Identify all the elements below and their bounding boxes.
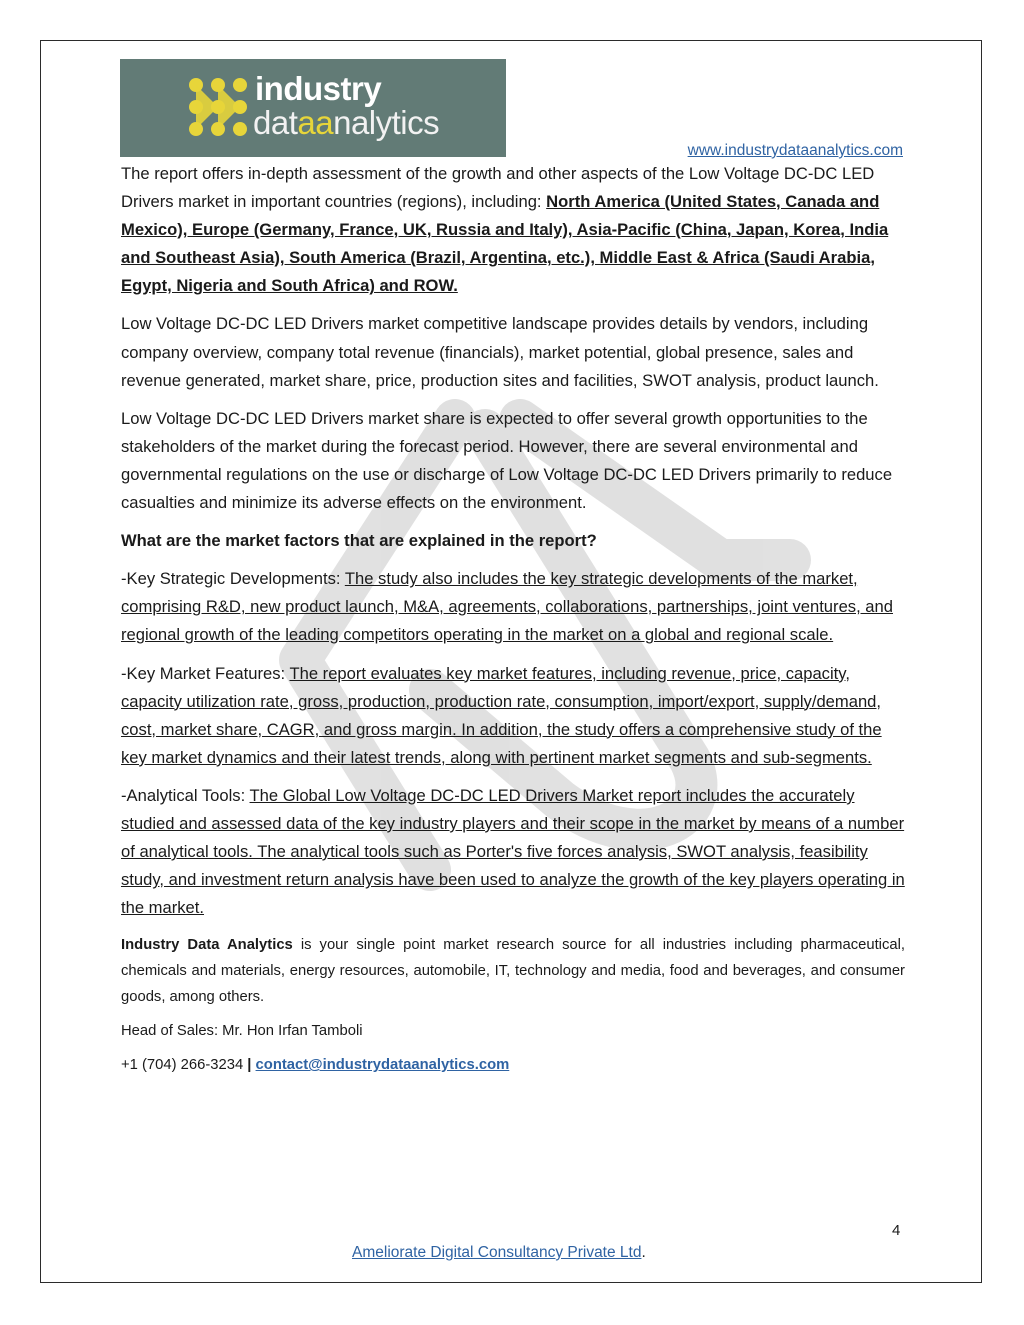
regions-list: North America (United States, Canada and Mexico), Europe (Germany, France, UK, Russia and Italy), Asia-Pacific (China, Japan, Korea, India and Southeast Asia), South America (Brazil, Argentina, etc.), Middle East & Africa (Saudi Arabia, Egypt, Nigeria and South Africa) and ROW.	[121, 192, 889, 296]
footer-period: .	[641, 1244, 646, 1261]
separator: |	[247, 1057, 252, 1074]
about-text: is your single point market research source for all industries including pharmaceutical, chemicals and materials, energy resources, automobile, IT, technology and media, food and beverages, and consumer goods, among others.	[121, 937, 905, 1006]
contact-section	[121, 932, 905, 1078]
about-paragraph	[121, 932, 905, 1010]
dots-logo-icon	[188, 77, 248, 137]
page-number: 4	[892, 1222, 901, 1239]
factor-text: The Global Low Voltage DC-DC LED Drivers Market report includes the accurately studied and assessed data of the key industry players and their scope in the market by means of a number of analytical tools. The analytical tools such as Porter's five forces analysis, SWOT analysis, feasibility study, and investment return analysis have been used to analyze the growth of the key players operating in the market.	[121, 785, 905, 918]
phone-number: +1 (704) 266-3234	[121, 1057, 248, 1074]
company-link[interactable]: Ameliorate Digital Consultancy Private Ltd	[352, 1244, 642, 1261]
email-link[interactable]: contact@industrydataanalytics.com	[255, 1057, 510, 1074]
market-share-paragraph: Low Voltage DC-DC LED Drivers market share is expected to offer several growth opportunities to the stakeholders of the market during the forecast period. However, there are several environmental and governmental regulations on the use or discharge of Low Voltage DC-DC LED Drivers primarily to reduce casualties and minimize its adverse effects on the environment.	[121, 408, 893, 513]
about-company-name: Industry Data Analytics	[121, 937, 293, 954]
factor-text: The study also includes the key strategic developments of the market, comprising R&D, new product launch, M&A, agreements, collaborations, partnerships, joint ventures, and regional growth of the leading competitors operating in the market on a global and regional scale.	[121, 569, 893, 645]
regions-paragraph	[121, 160, 905, 300]
logo-word-part: nalytics	[333, 104, 440, 141]
contact-line	[121, 1052, 905, 1078]
competitive-landscape-paragraph: Low Voltage DC-DC LED Drivers market competitive landscape provides details by vendors, including company overview, company total revenue (financials), market potential, global presence, sales and revenue generated, market share, price, production sites and facilities, SWOT analysis, product launch.	[121, 314, 879, 390]
factor-label: -Analytical Tools:	[121, 785, 250, 805]
factor-text: The report evaluates key market features, including revenue, price, capacity, capacity utilization rate, gross, production, production rate, consumption, import/export, supply/demand, cost, market share, CAGR, and gross margin. In addition, the study offers a comprehensive study of the key market dynamics and their latest trends, along with pertinent market segments and sub-segments.	[121, 663, 882, 767]
factor-analytical-tools	[121, 782, 905, 922]
head-of-sales: Head of Sales: Mr. Hon Irfan Tamboli	[121, 1023, 363, 1040]
document-body	[121, 160, 905, 1086]
website-link[interactable]: www.industrydataanalytics.com	[687, 142, 903, 159]
logo-word-part: dat	[253, 104, 298, 141]
logo-word-industry: industry	[255, 70, 382, 107]
company-logo	[120, 59, 506, 157]
market-factors-heading: What are the market factors that are explained in the report?	[121, 531, 597, 551]
logo-word-dataanalytics	[253, 105, 439, 141]
logo-word-highlight: aa	[297, 104, 334, 141]
regions-intro: The report offers in-depth assessment of the growth and other aspects of the Low Voltage DC-DC LED Drivers market in important countries (regions), including:	[121, 164, 875, 212]
factor-market-features	[121, 660, 905, 772]
footer	[352, 1244, 646, 1262]
factor-label: -Key Strategic Developments:	[121, 569, 345, 589]
factor-label: -Key Market Features:	[121, 663, 290, 683]
factor-strategic-developments	[121, 565, 905, 649]
